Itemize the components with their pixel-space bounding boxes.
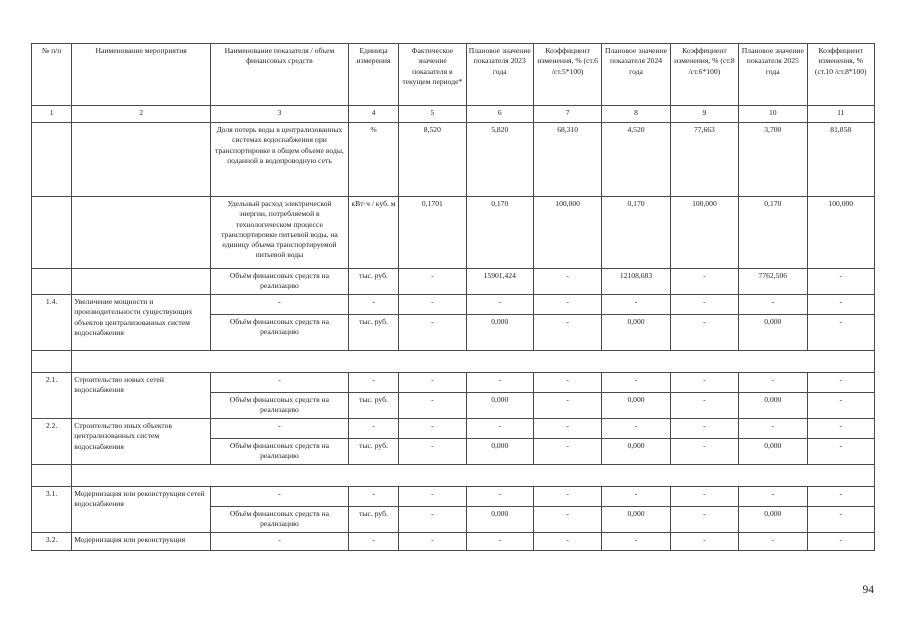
column-number: 1 (32, 106, 72, 123)
cell-value: 0,000 (602, 315, 670, 351)
cell-unit: - (348, 373, 398, 393)
cell-value: - (399, 533, 466, 551)
column-header: Наименование мероприятия (72, 44, 211, 106)
cell-value: - (533, 393, 601, 419)
section-row (32, 351, 875, 373)
column-header: Плановое значение показателя 2025 года (739, 44, 807, 106)
column-number: 5 (399, 106, 466, 123)
cell-value: - (670, 295, 738, 315)
cell-value: 7762,506 (739, 269, 807, 295)
cell-value: 0,1701 (399, 197, 466, 269)
cell-unit: - (348, 533, 398, 551)
cell-value: - (399, 393, 466, 419)
cell-number: 2.2. (32, 419, 72, 465)
cell-value: 12108,683 (602, 269, 670, 295)
cell-number: 3.1. (32, 487, 72, 533)
cell-value: - (670, 269, 738, 295)
section-title (72, 351, 875, 373)
cell-value: 0,000 (739, 439, 807, 465)
cell-value: - (739, 533, 807, 551)
page-number: 94 (862, 584, 874, 596)
cell-value: - (466, 295, 533, 315)
cell-measure: Модернизация или реконструкция (72, 533, 211, 551)
cell-value: - (602, 533, 670, 551)
cell-value: - (466, 533, 533, 551)
cell-value: - (533, 419, 601, 439)
cell-value: - (807, 419, 875, 439)
table-row (32, 197, 875, 269)
cell-value: - (807, 507, 875, 533)
cell-value: - (670, 439, 738, 465)
cell-value: 81,858 (807, 123, 875, 197)
cell-value: - (399, 373, 466, 393)
cell-indicator: - (211, 487, 349, 507)
cell-value: - (399, 269, 466, 295)
cell-value: - (807, 269, 875, 295)
cell-unit: тыс. руб. (348, 393, 398, 419)
cell-unit: тыс. руб. (348, 315, 398, 351)
cell-indicator: Объём финансовых средств на реализацию (211, 315, 349, 351)
cell-indicator: Удельный расход электрической энергии, потребляемой в технологическом процессе транспортировки питьевой воды, на единицу объема транспортируемой питьевой воды (211, 197, 349, 269)
cell-number: 3.2. (32, 533, 72, 551)
column-header: Плановое значение показателя 2023 года (466, 44, 533, 106)
cell-measure: Модернизация или реконструкция сетей водоснабжения (72, 487, 211, 533)
cell-value: - (807, 393, 875, 419)
cell-value: - (533, 315, 601, 351)
cell-value: - (670, 373, 738, 393)
section-row (32, 465, 875, 487)
cell-value: 0,170 (739, 197, 807, 269)
table-row (32, 269, 875, 295)
cell-measure (72, 123, 211, 197)
table-row (32, 419, 875, 439)
cell-value: - (399, 439, 466, 465)
cell-number (32, 197, 72, 269)
cell-value: - (807, 487, 875, 507)
cell-number (32, 123, 72, 197)
investment-program-table (31, 43, 875, 551)
cell-value: 68,310 (533, 123, 601, 197)
cell-measure (72, 269, 211, 295)
cell-value: 77,663 (670, 123, 738, 197)
cell-indicator: - (211, 419, 349, 439)
cell-unit: % (348, 123, 398, 197)
cell-value: 0,000 (739, 393, 807, 419)
cell-value: - (670, 487, 738, 507)
cell-value: 0,000 (466, 439, 533, 465)
column-number: 9 (670, 106, 738, 123)
cell-value: 100,000 (670, 197, 738, 269)
cell-number (32, 269, 72, 295)
cell-indicator: - (211, 373, 349, 393)
cell-value: - (670, 315, 738, 351)
cell-value: - (670, 393, 738, 419)
cell-value: 0,000 (466, 315, 533, 351)
column-number: 4 (348, 106, 398, 123)
table-row (32, 487, 875, 507)
table-row (32, 373, 875, 393)
cell-value: 0,000 (466, 393, 533, 419)
cell-value: - (807, 315, 875, 351)
section-number (32, 465, 72, 487)
cell-value: - (739, 373, 807, 393)
cell-value: 0,170 (602, 197, 670, 269)
cell-unit: - (348, 487, 398, 507)
table-row (32, 123, 875, 197)
column-header: Коэффициент изменения, % (ст.6 /ст.5*100) (533, 44, 601, 106)
cell-value: 0,000 (739, 315, 807, 351)
cell-value: - (399, 419, 466, 439)
cell-value: - (533, 295, 601, 315)
cell-value: - (466, 487, 533, 507)
column-header: Коэффициент изменения, % (ст.8 /ст.6*100) (670, 44, 738, 106)
cell-unit: кВт·ч / куб. м (348, 197, 398, 269)
cell-value: 0,000 (466, 507, 533, 533)
cell-value: - (739, 419, 807, 439)
cell-value: 15901,424 (466, 269, 533, 295)
cell-value: - (533, 533, 601, 551)
cell-unit: тыс. руб. (348, 269, 398, 295)
column-number-row (32, 106, 875, 123)
column-number: 6 (466, 106, 533, 123)
cell-value: - (807, 533, 875, 551)
column-header: Единица измерения (348, 44, 398, 106)
cell-value: 4,520 (602, 123, 670, 197)
cell-value: - (739, 295, 807, 315)
cell-value: - (399, 507, 466, 533)
cell-value: - (399, 487, 466, 507)
section-title (72, 465, 875, 487)
column-number: 8 (602, 106, 670, 123)
cell-indicator: - (211, 533, 349, 551)
cell-unit: тыс. руб. (348, 439, 398, 465)
cell-value: - (466, 419, 533, 439)
cell-measure (72, 197, 211, 269)
cell-value: - (399, 295, 466, 315)
column-header: № п/п (32, 44, 72, 106)
cell-value: 0,170 (466, 197, 533, 269)
cell-value: - (807, 439, 875, 465)
cell-unit: - (348, 295, 398, 315)
table-row (32, 295, 875, 315)
column-number: 2 (72, 106, 211, 123)
cell-value: 0,000 (602, 439, 670, 465)
cell-value: - (602, 295, 670, 315)
cell-value: - (533, 439, 601, 465)
cell-value: - (670, 533, 738, 551)
cell-value: - (602, 373, 670, 393)
cell-value: - (670, 419, 738, 439)
column-header: Наименование показателя / объем финансовых средств (211, 44, 349, 106)
cell-value: - (602, 419, 670, 439)
cell-value: - (739, 487, 807, 507)
cell-unit: тыс. руб. (348, 507, 398, 533)
column-header: Коэффициент изменения, % (ст.10 /ст.8*100) (807, 44, 875, 106)
cell-indicator: Объём финансовых средств на реализацию (211, 439, 349, 465)
cell-value: 5,820 (466, 123, 533, 197)
column-number: 7 (533, 106, 601, 123)
cell-value: - (466, 373, 533, 393)
cell-value: - (807, 373, 875, 393)
cell-measure: Увеличение мощности и производительности существующих объектов централизованных систем водоснабжения (72, 295, 211, 351)
cell-value: 3,700 (739, 123, 807, 197)
cell-indicator: Объём финансовых средств на реализацию (211, 393, 349, 419)
cell-value: 0,000 (739, 507, 807, 533)
column-number: 3 (211, 106, 349, 123)
cell-value: - (533, 487, 601, 507)
cell-value: - (399, 315, 466, 351)
section-number (32, 351, 72, 373)
column-number: 10 (739, 106, 807, 123)
cell-value: 100,000 (807, 197, 875, 269)
column-number: 11 (807, 106, 875, 123)
cell-value: 0,000 (602, 507, 670, 533)
cell-value: - (533, 373, 601, 393)
cell-measure: Строительство новых сетей водоснабжения (72, 373, 211, 419)
column-header: Плановое значение показателя 2024 года (602, 44, 670, 106)
cell-indicator: Объём финансовых средств на реализацию (211, 269, 349, 295)
cell-value: - (602, 487, 670, 507)
cell-measure: Строительство иных объектов централизованных систем водоснабжения (72, 419, 211, 465)
cell-value: - (533, 507, 601, 533)
cell-indicator: Объём финансовых средств на реализацию (211, 507, 349, 533)
column-header: Фактическое значение показателя в текущем периоде* (399, 44, 466, 106)
cell-number: 1.4. (32, 295, 72, 351)
cell-value: 100,000 (533, 197, 601, 269)
cell-value: 8,520 (399, 123, 466, 197)
cell-indicator: Доля потерь воды в централизованных системах водоснабжения при транспортировке в общем объеме воды, поданной в водопроводную сеть (211, 123, 349, 197)
cell-indicator: - (211, 295, 349, 315)
cell-unit: - (348, 419, 398, 439)
cell-value: - (807, 295, 875, 315)
table-row (32, 533, 875, 551)
cell-value: - (670, 507, 738, 533)
cell-number: 2.1. (32, 373, 72, 419)
cell-value: 0,000 (602, 393, 670, 419)
header-row (32, 44, 875, 106)
cell-value: - (533, 269, 601, 295)
